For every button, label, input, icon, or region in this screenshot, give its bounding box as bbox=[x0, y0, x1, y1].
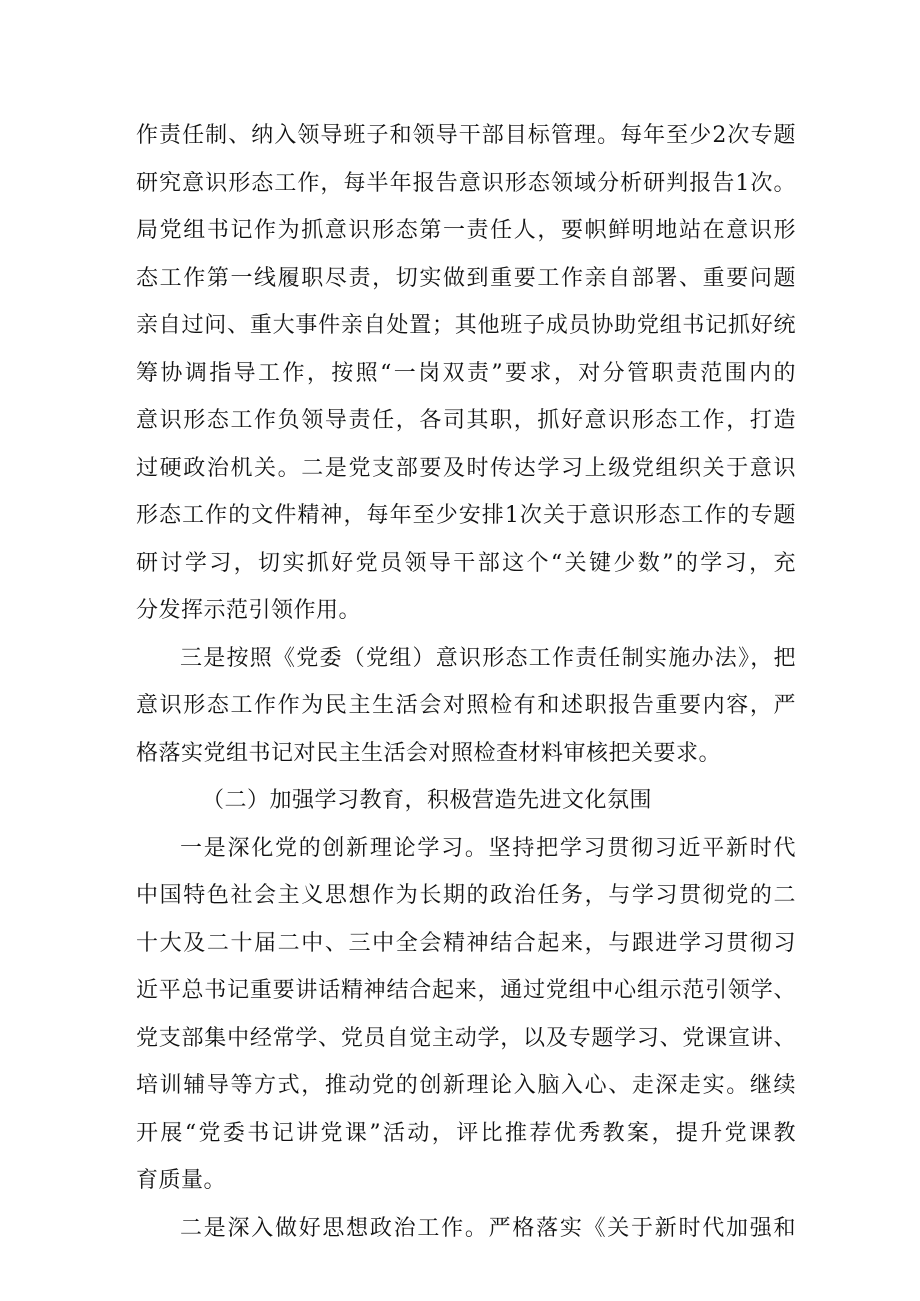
text-line-10: 研讨学习，切实抓好党员领导干部这个“关键少数”的学习，充 bbox=[136, 550, 796, 576]
text-line-13: 意识形态工作作为民主生活会对照检有和述职报告重要内容，严 bbox=[136, 693, 796, 718]
text-line-12: 三是按照《党委（党组）意识形态工作责任制实施办法》，把 bbox=[180, 645, 796, 671]
text-line-24: 二是深入做好思想政治工作。严格落实《关于新时代加强和 bbox=[180, 1215, 796, 1241]
text-line-17: 中国特色社会主义思想作为长期的政治任务，与学习贯彻党的二 bbox=[136, 883, 796, 908]
text-line-22: 开展“党委书记讲党课”活动，评比推荐优秀教案，提升党课教 bbox=[136, 1120, 796, 1146]
text-line-23: 育质量。 bbox=[136, 1168, 227, 1193]
section-heading: （二）加强学习教育，积极营造先进文化氛围 bbox=[202, 788, 653, 813]
text-line-11: 分发挥示范引领作用。 bbox=[136, 598, 362, 623]
text-line-3: 局党组书记作为抓意识形态第一责任人，要帜鲜明地站在意识形 bbox=[136, 218, 796, 243]
text-line-21: 培训辅导等方式，推动党的创新理论入脑入心、走深走实。继续 bbox=[136, 1073, 796, 1098]
text-line-19: 近平总书记重要讲话精神结合起来，通过党组中心组示范引领学、 bbox=[136, 978, 796, 1003]
text-line-20: 党支部集中经常学、党员自觉主动学，以及专题学习、党课宣讲、 bbox=[136, 1025, 796, 1051]
document-body bbox=[136, 112, 796, 1252]
text-line-8: 过硬政治机关。二是党支部要及时传达学习上级党组织关于意识 bbox=[136, 455, 796, 481]
text-line-1: 作责任制、纳入领导班子和领导干部目标管理。每年至少2次专题 bbox=[136, 123, 796, 148]
text-line-2: 研究意识形态工作，每半年报告意识形态领域分析研判报告1次。 bbox=[136, 170, 796, 196]
text-line-14: 格落实党组书记对民主生活会对照检查材料审核把关要求。 bbox=[136, 740, 722, 766]
text-line-5: 亲自过问、重大事件亲自处置；其他班子成员协助党组书记抓好统 bbox=[136, 313, 796, 338]
text-line-18: 十大及二十届二中、三中全会精神结合起来，与跟进学习贯彻习 bbox=[136, 930, 796, 956]
text-line-9: 形态工作的文件精神，每年至少安排1次关于意识形态工作的专题 bbox=[136, 503, 796, 528]
text-line-16: 一是深化党的创新理论学习。坚持把学习贯彻习近平新时代 bbox=[180, 835, 796, 861]
text-line-6: 筹协调指导工作，按照“一岗双责”要求，对分管职责范围内的 bbox=[136, 360, 796, 386]
text-line-4: 态工作第一线履职尽责，切实做到重要工作亲自部署、重要问题 bbox=[136, 265, 796, 291]
text-line-7: 意识形态工作负领导责任，各司其职，抓好意识形态工作，打造 bbox=[136, 408, 796, 433]
